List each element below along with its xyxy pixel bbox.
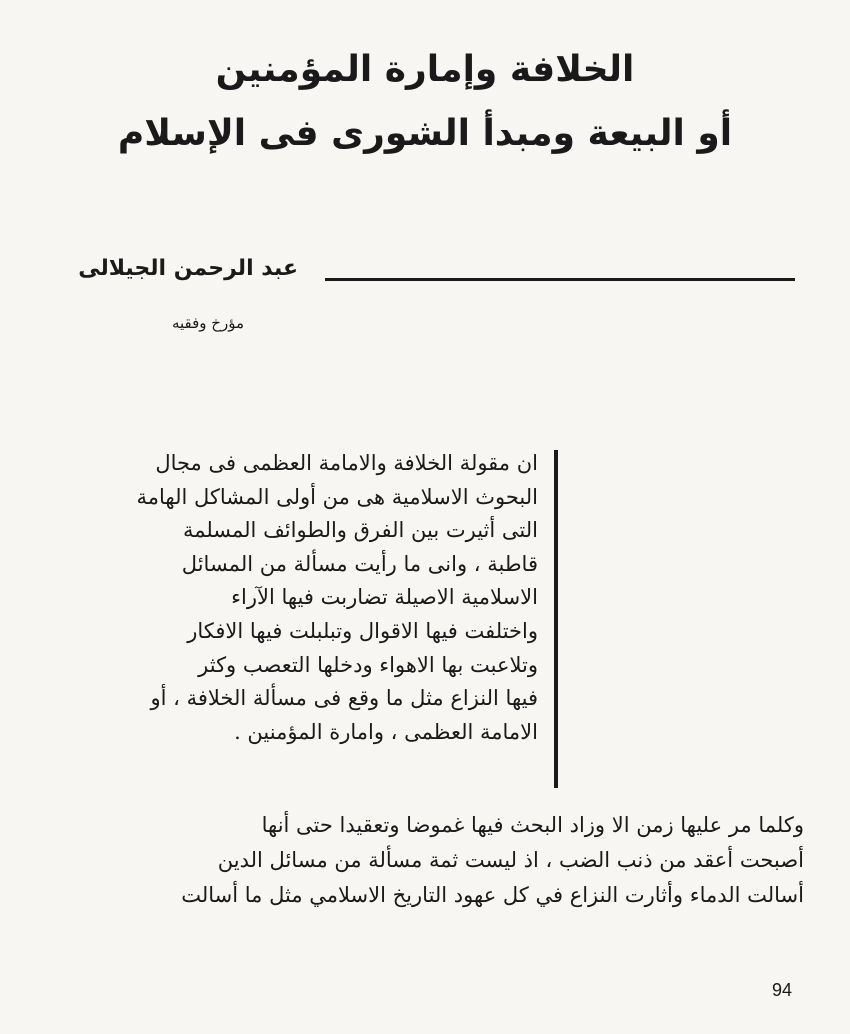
body-paragraph	[46, 808, 804, 913]
abstract-line: فيها النزاع مثل ما وقع فى مسألة الخلافة ، أو	[150, 686, 538, 711]
page-number: 94	[772, 980, 793, 1000]
abstract-side-bar	[554, 450, 558, 788]
abstract-line: واختلفت فيها الاقوال وتبلبلت فيها الافكار	[187, 618, 538, 643]
author-rule	[325, 278, 795, 281]
body-line: أصبحت أعقد من ذنب الضب ، اذ ليست ثمة مسألة من مسائل الدين	[217, 848, 804, 872]
abstract-line: البحوث الاسلامية هى من أولى المشاكل الهامة	[136, 484, 538, 509]
article-title-line-1: الخلافة وإمارة المؤمنين	[215, 49, 635, 90]
abstract-line: قاطبة ، وانى ما رأيت مسألة من المسائل	[181, 551, 538, 576]
abstract-line: ان مقولة الخلافة والامامة العظمى فى مجال	[155, 451, 538, 475]
abstract-paragraph	[48, 447, 538, 749]
author-name: عبد الرحمن الجيلالى	[78, 256, 298, 281]
author-role: مؤرخ وفقيه	[171, 314, 244, 332]
body-line: أسالت الدماء وأثارت النزاع في كل عهود التاريخ الاسلامي مثل ما أسالت	[181, 883, 804, 907]
abstract-line: الاسلامية الاصيلة تضاربت فيها الآراء	[231, 585, 538, 610]
article-title-line-2: أو البيعة ومبدأ الشورى فى الإسلام	[117, 113, 733, 154]
abstract-line: التى أثيرت بين الفرق والطوائف المسلمة	[182, 518, 538, 543]
abstract-line: الامامة العظمى ، وامارة المؤمنين .	[234, 719, 538, 744]
body-line: وكلما مر عليها زمن الا وزاد البحث فيها غموضا وتعقيدا حتى أنها	[261, 813, 804, 837]
abstract-line: وتلاعبت بها الاهواء ودخلها التعصب وكثر	[198, 652, 538, 677]
